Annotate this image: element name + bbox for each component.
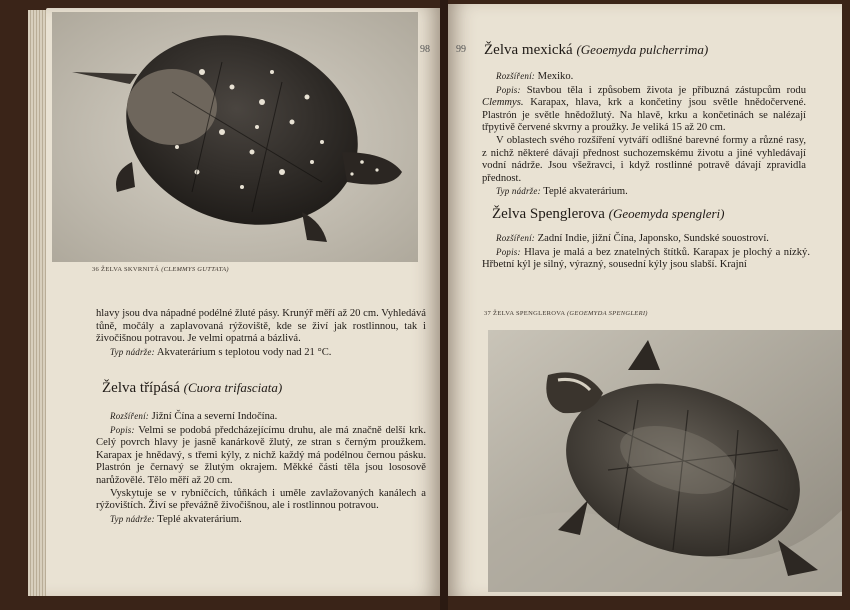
left-page (46, 8, 442, 596)
caption-name: ŽELVA SPENGLEROVA (493, 310, 566, 317)
typ-value: Akvaterárium s teplotou vody nad 21 °C. (156, 346, 332, 358)
continuation-text (96, 308, 426, 359)
caption-latin: (CLEMMYS GUTTATA) (161, 266, 229, 273)
species-name: Želva mexická (484, 42, 573, 58)
species-heading-spenglerova (492, 206, 725, 223)
photo-clemmys-guttata (52, 12, 418, 262)
rozsireni-label: Rozšíření: (496, 233, 535, 243)
rozsireni-label: Rozšíření: (110, 411, 149, 421)
popis-value-cont: Karapax, hlava, krk a končetiny jsou světle hnědočervené. Plastrón je světle hnědožlutý. Na hlavě, krku a končetinách se nalézají třpytivě červené skvrny a proužky. Je veliká 15 až 20 cm. (482, 97, 806, 134)
rozsireni-value: Zadní Indie, jižní Čína, Japonsko, Sundské souostroví. (537, 233, 769, 244)
figure-caption-37 (484, 310, 648, 317)
caption-number: 37 (484, 310, 492, 317)
species-latin: (Geoemyda spengleri) (608, 206, 725, 221)
habitat-paragraph: Vyskytuje se v rybníčcích, tůňkách i uměle zavlažovaných kanálech a rýžovištích. Živí se převážně živočišnou, ale i rostlinnou potravou. (96, 487, 426, 512)
book-spine (440, 0, 448, 610)
popis-paragraph (482, 84, 806, 135)
forms-paragraph: V oblastech svého rozšíření vytváří odlišné barevné formy a různé rasy, z nichž některé dávají přednost suchozemskému životu a jiné vyhledávají vodní nádrže. Jsou všežravci, i když rostlinné potravě dávají zpravidla přednost. (482, 134, 806, 184)
typ-value: Teplé akvaterárium. (543, 186, 628, 198)
popis-genus: Clemmys. (482, 97, 524, 109)
cuora-text (96, 410, 426, 526)
caption-number: 36 (92, 266, 100, 273)
typ-label: Typ nádrže: (496, 186, 541, 197)
continuation-paragraph: hlavy jsou dva nápadné podélné žluté pásy. Krunýř měří až 20 cm. Vyhledává tůně, močály a zaplavovaná rýžoviště, kde se živí jak rostlinnou, tak i živočišnou potravou. Je velmi opatrná a bázlivá. (96, 308, 426, 345)
typ-nadrze-line (96, 513, 426, 527)
spenglerova-text (482, 232, 810, 272)
species-name: Želva třípásá (102, 380, 180, 396)
caption-latin: (GEOEMYDA SPENGLERI) (566, 310, 648, 317)
popis-value: Hlava je malá a bez znatelných štítků. Karapax je plochý a nízký. Hřbetní kýl je silný, výrazný, sousední kýly jsou slabší. Krajní (482, 246, 810, 271)
popis-value: Stavbou těla i způsobem života je příbuzná zástupcům rodu (526, 84, 806, 96)
rozsireni-label: Rozšíření: (496, 71, 535, 81)
rozsireni-line (96, 410, 426, 424)
rozsireni-value: Mexiko. (537, 71, 574, 82)
species-latin: (Cuora trifasciata) (183, 380, 283, 395)
rozsireni-line (482, 232, 810, 246)
popis-label: Popis: (496, 246, 521, 257)
popis-label: Popis: (110, 424, 135, 435)
popis-value: Velmi se podobá předcházejícímu druhu, ale má značně delší krk. Celý povrch hlavy je jasně kanárkově žlutý, ze stran s černým proužkem. Karapax je hnědavý, s třemi kýly, z nichž každý má podélnou černou pásku. Plastrón je černavý se žlutým okrajem. Měkké části těla jsou lososově narůžovělé. Tělo měří až 20 cm. (96, 424, 426, 486)
popis-paragraph (482, 246, 810, 272)
species-heading-mexicka (484, 42, 708, 59)
page-number-right: 99 (456, 44, 466, 55)
typ-label: Typ nádrže: (110, 513, 155, 524)
typ-nadrze-line (96, 346, 426, 360)
rozsireni-line (482, 70, 806, 84)
species-heading-cuora (102, 380, 282, 397)
page-number-left: 98 (420, 44, 430, 55)
rozsireni-value: Jižní Čína a severní Indočína. (151, 411, 278, 422)
caption-name: ŽELVA SKVRNITÁ (101, 266, 160, 273)
right-page (446, 4, 842, 596)
typ-label: Typ nádrže: (110, 346, 155, 357)
mexicka-text (482, 70, 806, 199)
typ-nadrze-line (482, 185, 806, 199)
popis-paragraph (96, 424, 426, 488)
typ-value: Teplé akvaterárium. (157, 513, 242, 525)
species-latin: (Geoemyda pulcherrima) (576, 42, 709, 57)
species-name: Želva Spenglerova (492, 206, 605, 222)
photo-geoemyda-spengleri (488, 330, 842, 592)
popis-label: Popis: (496, 84, 521, 95)
figure-caption-36 (92, 266, 229, 273)
